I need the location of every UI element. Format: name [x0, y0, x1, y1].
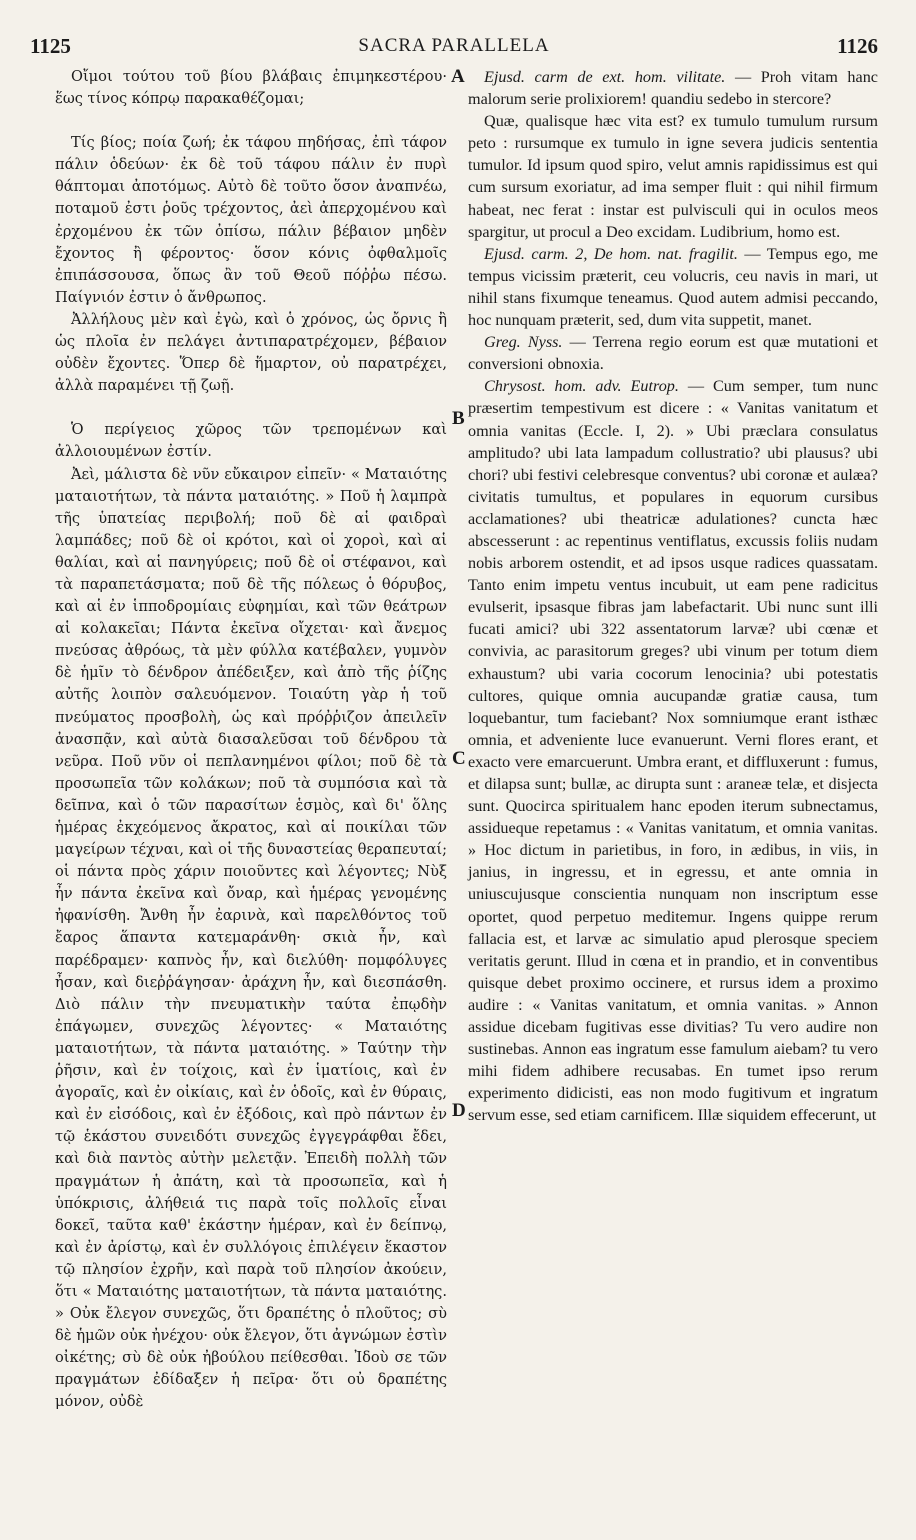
greek-column	[55, 66, 447, 1414]
margin-letter-b: B	[452, 408, 465, 429]
page-number-right: 1126	[837, 34, 878, 58]
margin-letter-a: A	[451, 66, 465, 87]
latin-paragraph	[468, 243, 878, 331]
source-citation: Greg. Nyss.	[484, 333, 563, 352]
greek-paragraph: Τίς βίος; ποία ζωή; ἐκ τάφου πηδήσας, ἐπὶ τάφον πάλιν ὁδεύων· ἐκ δὲ τοῦ τάφου πάλιν ἐν πυρὶ θάπτομαι ἀποτόμως. Αὐτὸ δὲ τοῦτο ὅσον ἀναπνέω, ποταμοῦ ἐστι ῥοῦς τρέχοντος, ἀεὶ ἀπερχομένου καὶ ἐρχομένου ἐκ τῶν ὀπίσω, πάλιν βέβαιον μηδὲν ἔχοντος ἢ φέροντος· ὅσον κόνις ὀφθαλμοῖς ἐπιπάσσουσα, ὅπως ἂν τοῦ Θεοῦ πόῤῥω πέσω. Παίγνιόν ἐστιν ὁ ἄνθρωπος.	[55, 134, 447, 306]
greek-paragraph: Οἴμοι τούτου τοῦ βίου βλάβαις ἐπιμηκεστέρου· ἕως τίνος κόπρῳ παρακαθέζομαι;	[55, 68, 447, 108]
source-citation: Chrysost. hom. adv. Eutrop.	[484, 377, 679, 396]
page-number-left: 1125	[30, 34, 71, 58]
latin-paragraph	[468, 331, 878, 375]
paragraph-text: — Cum semper, tum nunc præsertim tempestivum est dicere : « Vanitas vanitatum et omnia vanitas (Eccle. I, 2). » Ubi præclara consulatus amplitudo? ubi lata lampadum collustratio? ubi plausus? ubi chori? ubi festivi celebresque conventus? ubi coronæ et aulæa? civitatis tumultus, et populares in equorum cursibus acclamationes? ubi theatricæ adulationes? cuncta hæc abscesserunt : ac repentinus ventiflatus, excussis foliis nudam nobis arborem ostendit, et ad ipsos usque radices quassatam. Tanto enim impetu ventus incubuit, ut eam pene radicitus evulserit, ipsasque fibras jam labefactarit. Ubi nunc sunt illi fucati amici? ubi 322 assentatorum larvæ? ubi cœnæ et convivia, ac parasitorum greges? ubi vinum per totum diem exhaustum? ubi varia cocorum lenocinia? ubi potestatis cultores, quique omnia aucupandæ gratiæ causa, tum loquebantur, tum faciebant? Nox somniumque erant isthæc omnia, et adveniente luce evanuerunt. Verni flores erant, et exacto vere emarcuerunt. Umbra erant, et diffluxerunt : fumus, et dilapsa sunt; bullæ, ac dirupta sunt : araneæ telæ, et disjecta sunt. Quocirca spiritualem hanc epoden iterum subnectamus, assidueque repetamus : « Vanitas vanitatum, et omnia vanitas. » Hoc dictum in parietibus, in foro, in ædibus, in viis, in janius, in ingressu, et in egressu, et ante omnia in uniuscujusque conscientia nunquam non inscriptum esse oportet, quod perpetuo meditemur. Ingens quippe rerum fallacia est, et larvæ ac simulatio apud plerosque speciem veritatis gerunt. Illud in cœna et in prandio, et in conventibus quisque debet proximo occinere, et rursus idem a proximo audire : « Vanitas vanitatum, et omnia vanitas. » Annon assidue dicebam fugitivas esse divitias? Tu vero audire non sustinebas. Annon eas ingratum esse famulum aiebam? tu vero mihi fidem adhibere recusabas. En tumet ipso rerum experimento didicisti, eas non modo fugitivum et ingratum servum esse, sed etiam carnificem. Illæ siquidem effecerunt, ut	[468, 377, 878, 1125]
greek-paragraph: Ἀλλήλους μὲν καὶ ἐγὼ, καὶ ὁ χρόνος, ὡς ὄρνις ἢ ὡς πλοῖα ἐν πελάγει ἀντιπαρατρέχομεν, βέβαιον οὐδὲν ἔχοντες. Ὅπερ δὲ ἥμαρτον, οὐ παρατρέχει, ἀλλὰ παραμένει τῇ ζωῇ.	[55, 310, 447, 395]
paragraph-text: — Terrena regio eorum est quæ mutationi et conversioni obnoxia.	[468, 333, 878, 374]
latin-paragraph	[468, 375, 878, 1126]
paragraph-text: — Tempus ego, me tempus vicissim præterit, ceu volucris, ceu navis in mari, ut nihil stans fixumque teneamus. Quod autem admisi peccando, hoc nunquam præterit, sed, dum vita suppetit, manet.	[468, 244, 878, 330]
paragraph-text: — Proh vitam hanc malorum serie prolixiorem! quandiu sedebo in stercore?	[468, 68, 878, 109]
margin-letter-d: D	[452, 1100, 466, 1121]
greek-paragraph: Ὁ περίγειος χῶρος τῶν τρεπομένων καὶ ἀλλοιουμένων ἐστίν.	[55, 421, 447, 461]
latin-paragraph	[468, 110, 878, 243]
source-citation: Ejusd. carm de ext. hom. vilitate.	[484, 68, 726, 86]
page-header	[30, 34, 878, 60]
paragraph-text: Quæ, qualisque hæc vita est? ex tumulo tumulum rursum peto : rursumque ex tumulo in igne severa judicis sententia tumulor. Id ipsum quod spiro, velut amnis rapidissimus est qui cum sursum exoriatur, ad ima semper fluit : qui nihil firmum habeat, nec ferat : instar est pulvisculi qui in oculos meos spargitur, ut procul a Deo excidam. Ludibrium, homo est.	[468, 112, 878, 241]
running-title: SACRA PARALLELA	[358, 35, 550, 56]
latin-column	[468, 66, 878, 1127]
greek-paragraph: Ἀεὶ, μάλιστα δὲ νῦν εὔκαιρον εἰπεῖν· « Ματαιότης ματαιοτήτων, τὰ πάντα ματαιότης. » Ποῦ ἡ λαμπρὰ τῆς ὑπατείας περιβολή; ποῦ δὲ αἱ φαιδραὶ λαμπάδες; ποῦ δὲ οἱ κρότοι, καὶ οἱ χοροὶ, καὶ αἱ θαλίαι, καὶ αἱ πανηγύρεις; ποῦ δὲ οἱ στέφανοι, καὶ τὰ παραπετάσματα; ποῦ δὲ τῆς πόλεως ὁ θόρυβος, καὶ αἱ ἐν ἱπποδρομίαις εὐφημίαι, καὶ τῶν θεάτρων αἱ κολακεῖαι; Πάντα ἐκεῖνα οἴχεται· καὶ ἄνεμος πνεύσας ἀθρόως, τὰ μὲν φύλλα κατέβαλεν, γυμνὸν δὲ ἡμῖν τὸ δένδρον ἀπέδειξεν, καὶ ἀπὸ τῆς ῥίζης αὐτῆς λοιπὸν σαλευόμενον. Τοιαύτη γὰρ ἡ τοῦ πνεύματος προσβολὴ, ὡς καὶ πρόῤῥιζον ἀπειλεῖν ἀνασπᾷν, καὶ αὐτὰ διασαλεῦσαι τοῦ δένδρου τὰ νεῦρα. Ποῦ νῦν οἱ πεπλανημένοι φίλοι; ποῦ δὲ τὰ προσωπεῖα τῶν κολάκων; ποῦ τὰ συμπόσια καὶ τὰ δεῖπνα, καὶ ὁ τῶν παρασίτων ἑσμὸς, καὶ δι' ὅλης ἡμέρας ἐκχεόμενος ἄκρατος, καὶ αἱ ποικίλαι τῶν μαγείρων τέχναι, καὶ οἱ τῆς δυναστείας θεραπευταί; οἱ πάντα πρὸς χάριν ποιοῦντες καὶ λέγοντες; Νὺξ ἦν πάντα ἐκεῖνα καὶ ὄναρ, καὶ ἡμέρας γενομένης ἠφανίσθη. Ἄνθη ἦν ἐαρινὰ, καὶ παρελθόντος τοῦ ἔαρος ἅπαντα κατεμαράνθη· σκιὰ ἦν, καὶ παρέδραμεν· καπνὸς ἦν, καὶ διελύθη· πομφόλυγες ἦσαν, καὶ διεῤῥάγησαν· ἀράχνη ἦν, καὶ διεσπάσθη. Διὸ πάλιν τὴν πνευματικὴν ταύτα ἐπῳδὴν ἐπάγωμεν, συνεχῶς λέγοντες· « Ματαιότης ματαιοτήτων, τὰ πάντα ματαιότης. » Ταύτην τὴν ῥῆσιν, καὶ ἐν τοίχοις, καὶ ἐν ἱματίοις, καὶ ἐν ἀγοραῖς, καὶ ἐν οἰκίαις, καὶ ἐν ὁδοῖς, καὶ ἐν θύραις, καὶ ἐν εἰσόδοις, καὶ ἐν ἐξόδοις, καὶ πρὸ πάντων ἐν τῷ ἑκάστου συνειδότι συνεχῶς ἐγγεγράφθαι ἔδει, καὶ διὰ παντὸς αὐτὴν μελετᾷν. Ἐπειδὴ πολλὴ τῶν πραγμάτων ἡ ἀπάτη, καὶ τὰ προσωπεῖα, καὶ ἡ ὑπόκρισις, ἀλήθειά τις παρὰ τοῖς πολλοῖς εἶναι δοκεῖ, ταῦτα καθ' ἑκάστην ἡμέραν, καὶ ἐν δείπνῳ, καὶ ἐν ἀρίστῳ, καὶ ἐν συλλόγοις ἐπιλέγειν ἕκαστον τῷ πλησίον ἐχρῆν, καὶ παρὰ τοῦ πλησίον ἀκούειν, ὅτι « Ματαιότης ματαιοτήτων, τὰ πάντα ματαιότης. » Οὐκ ἔλεγον συνεχῶς, ὅτι δραπέτης ὁ πλοῦτος; σὺ δὲ ἡμῶν οὐκ ἠνέχου· οὐκ ἔλεγον, ὅτι ἀγνώμων ἐστὶν οἰκέτης; σὺ δὲ οὐκ ἠβούλου πείθεσθαι. Ἰδοὺ σε τῶν πραγμάτων ἐδίδαξεν ἡ πεῖρα· ὅτι οὐ δραπέτης μόνον, οὐδὲ	[55, 465, 447, 1411]
margin-letter-c: C	[452, 748, 466, 769]
latin-paragraph	[468, 66, 878, 110]
source-citation: Ejusd. carm. 2, De hom. nat. fragilit.	[484, 244, 738, 263]
